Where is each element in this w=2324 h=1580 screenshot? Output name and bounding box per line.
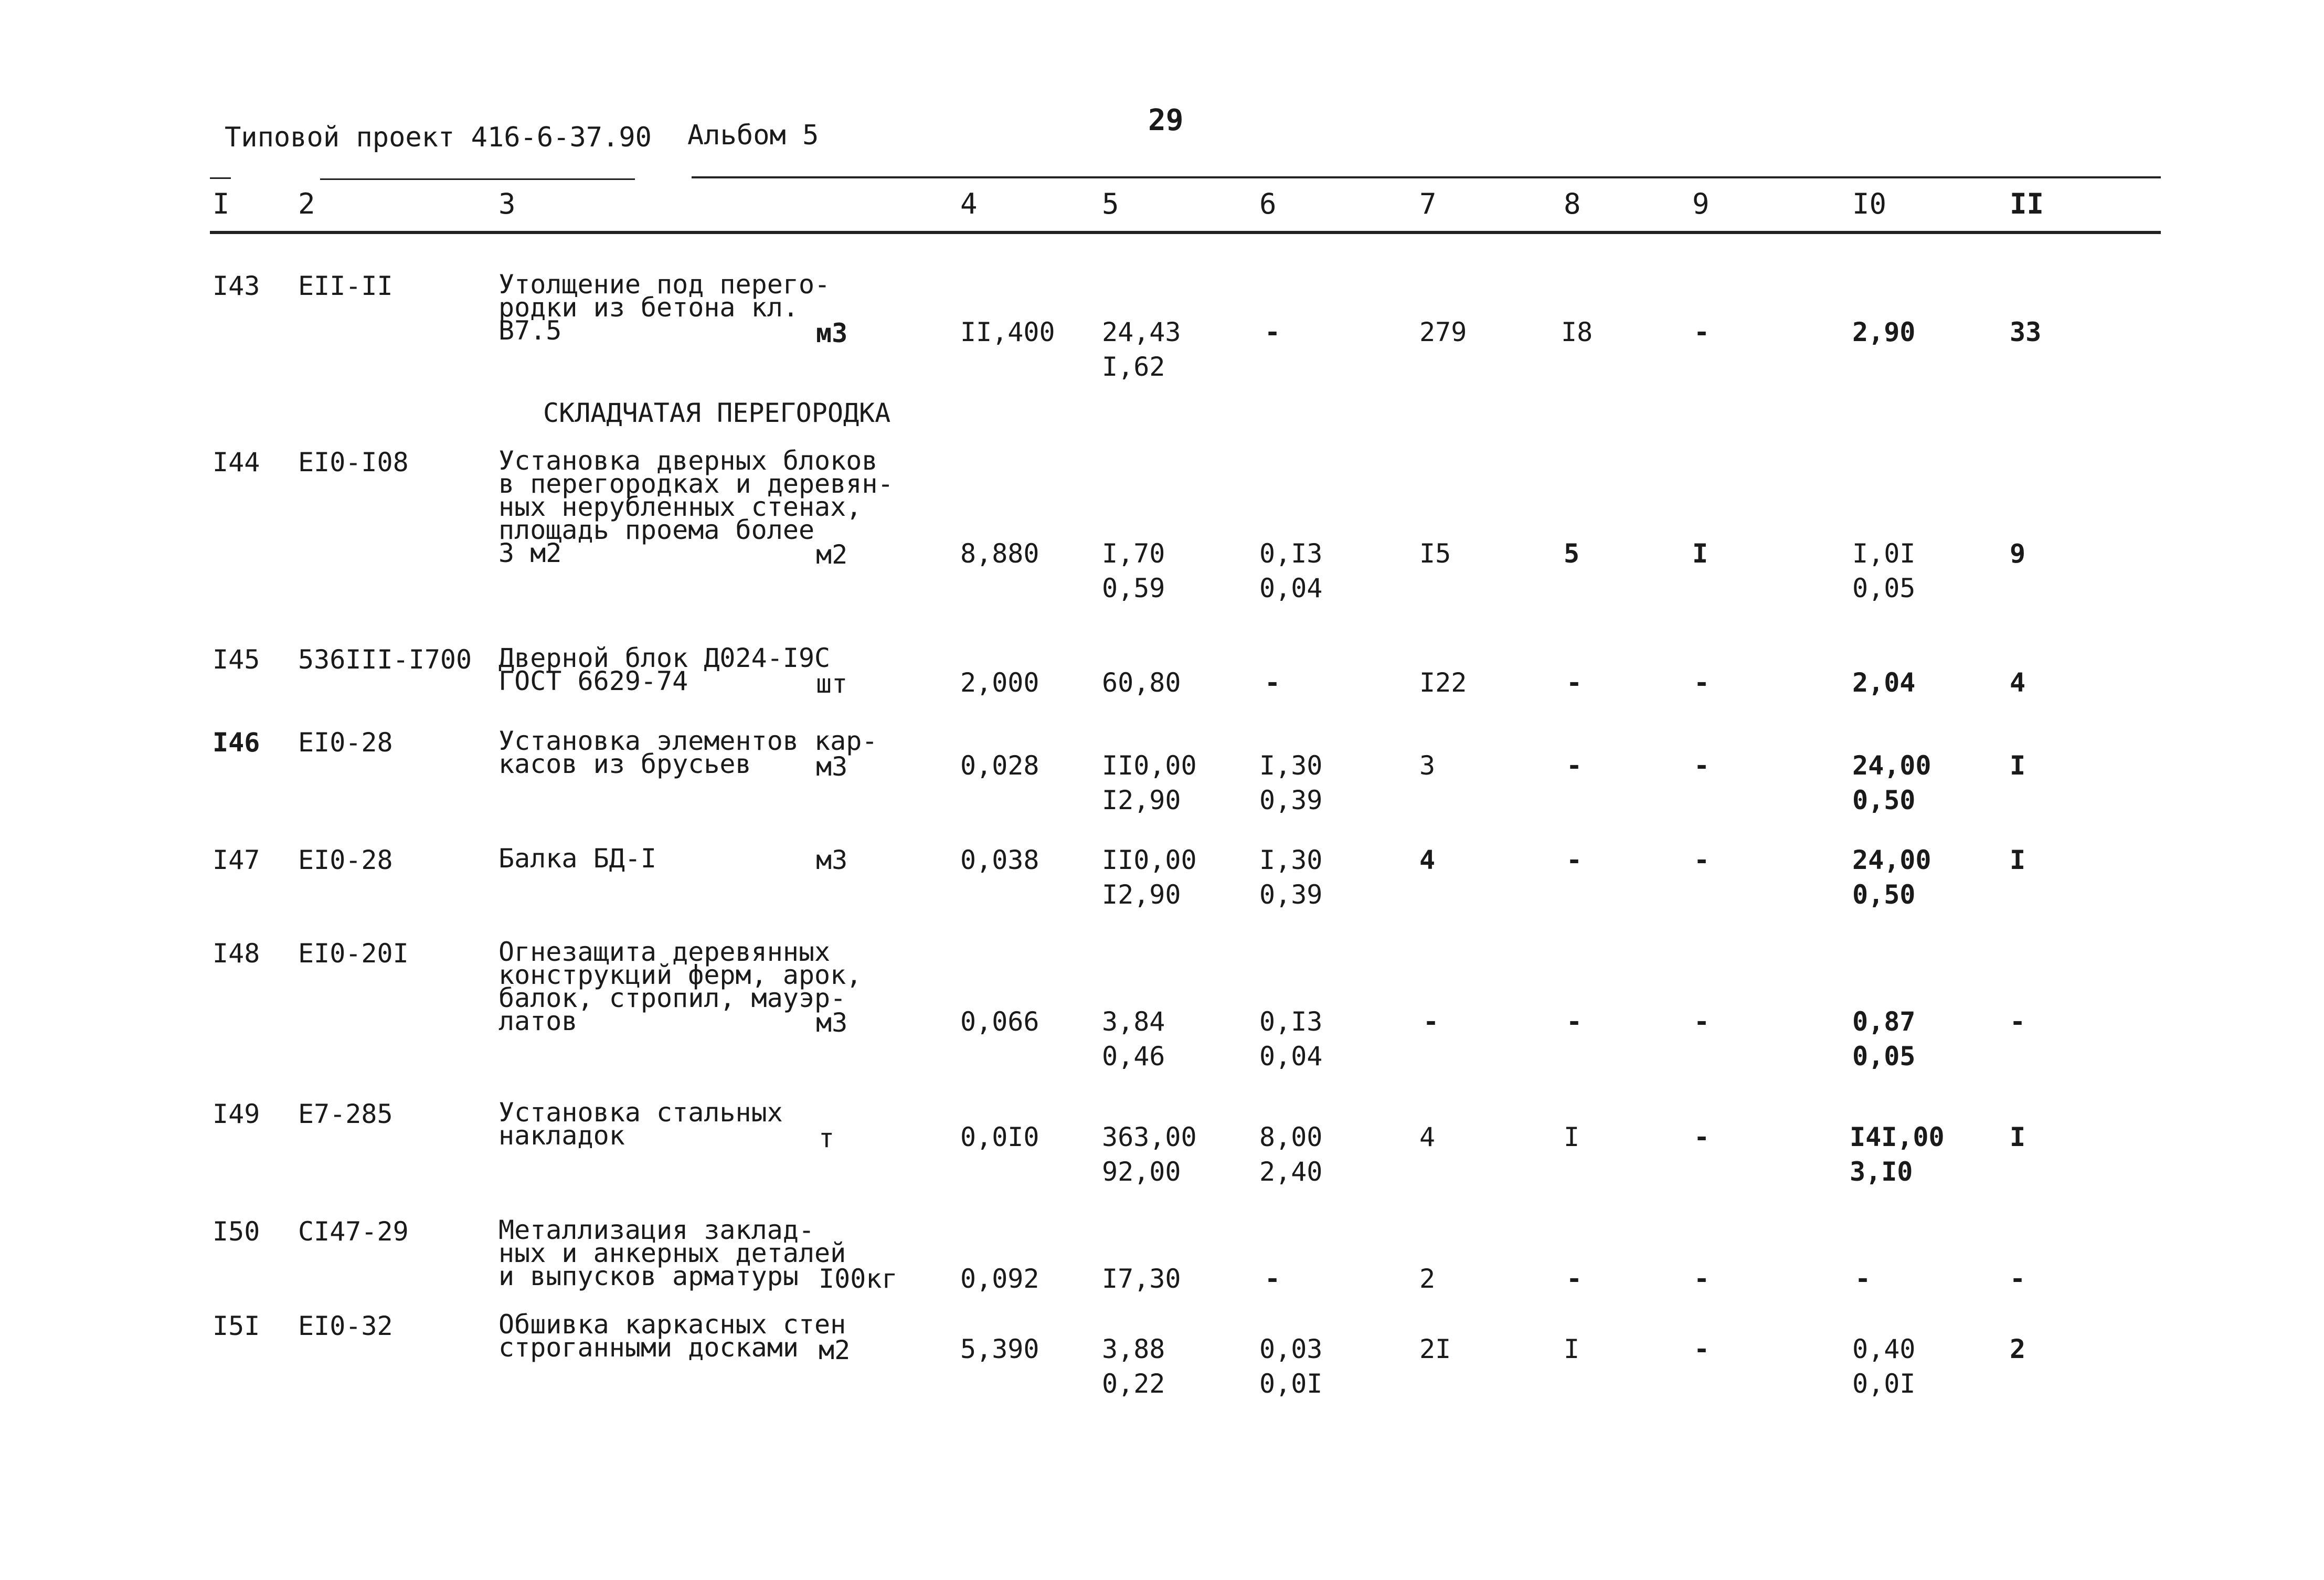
row-col9: - [1694,1334,1710,1364]
top-rule-segment-a [210,177,231,179]
row-col10-top: 2,90 [1852,317,1916,347]
row-description: Металлизация заклад- ных и анкерных деталей и выпусков арматуры [498,1215,846,1291]
row-col11: 33 [2010,317,2042,347]
row-col8: - [1566,1264,1583,1294]
row-code: EI0-32 [298,1311,393,1341]
row-code: CI47-29 [298,1216,409,1247]
row-quantity: II,400 [960,317,1055,347]
row-col10-bottom: 0,0I [1852,1369,1916,1399]
row-col9: - [1694,750,1710,781]
row-col7: I22 [1419,667,1467,698]
row-description: Установка элементов кар- касов из брусьев [498,726,878,779]
row-col6-bottom: 2,40 [1259,1157,1323,1187]
row-col6-top: 0,I3 [1259,538,1323,569]
row-col7: 279 [1419,317,1467,347]
col-header-9: 9 [1692,187,1710,220]
row-col11: - [2010,1264,2026,1294]
row-code: EI0-28 [298,727,393,758]
row-quantity: 5,390 [960,1334,1039,1364]
col-header-8: 8 [1564,187,1581,220]
page-number: 29 [1148,103,1184,137]
row-col10-bottom: 0,50 [1852,879,1916,910]
row-col6-top: - [1265,317,1281,347]
row-col10-bottom: 3,I0 [1850,1157,1913,1187]
row-col10-bottom: 0,05 [1852,1041,1916,1072]
row-col9: - [1694,317,1710,347]
section-title: СКЛАДЧАТАЯ ПЕРЕГОРОДКА [543,398,891,428]
row-quantity: 0,038 [960,845,1039,875]
row-col10-top: 24,00 [1852,845,1932,875]
row-number: I44 [213,447,260,478]
row-col6-top: I,30 [1259,845,1323,875]
row-col5-bottom: I,62 [1102,352,1165,382]
row-number: I45 [213,644,260,675]
row-col5-top: II0,00 [1102,750,1197,781]
project-title: Типовой проект 416-6-37.90 [225,122,652,153]
col-header-3: 3 [498,187,516,220]
row-col9: - [1694,845,1710,875]
row-number: I46 [213,727,260,758]
row-col11: I [2010,845,2026,875]
row-description: Огнезащита деревянных конструкций ферм, арок, балок, стропил, мауэр- латов [498,937,862,1036]
row-description: Установка дверных блоков в перегородках и деревян- ных нерубленных стенах, площадь проема более 3 м2 [498,446,894,568]
row-col8: I8 [1561,317,1593,347]
row-code: E7-285 [298,1099,393,1129]
row-unit: м2 [816,539,848,570]
row-col6-bottom: 0,04 [1259,1041,1323,1072]
row-col5-bottom: 0,59 [1102,573,1165,603]
row-quantity: 0,092 [960,1264,1039,1294]
row-col5-bottom: I2,90 [1102,785,1181,815]
row-col5-top: 363,00 [1102,1122,1197,1152]
row-col8: - [1566,1006,1583,1037]
row-col6-top: I,30 [1259,750,1323,781]
row-number: I5I [213,1311,260,1341]
row-col8: - [1566,667,1583,698]
row-col5-bottom: I2,90 [1102,879,1181,910]
row-col6-bottom: 0,39 [1259,879,1323,910]
row-col10-top: 2,04 [1852,667,1916,698]
row-col5-top: II0,00 [1102,845,1197,875]
row-col5-bottom: 92,00 [1102,1157,1181,1187]
row-col6-top: - [1265,667,1281,698]
row-col10-bottom: 0,50 [1852,785,1916,815]
row-description: Установка стальных накладок [498,1097,783,1151]
row-col11: I [2010,750,2026,781]
row-col6-top: 0,I3 [1259,1006,1323,1037]
row-col10-top: - [1855,1264,1871,1294]
row-code: EI0-I08 [298,447,409,478]
row-col8: - [1566,750,1583,781]
row-col11: 9 [2010,538,2026,569]
row-number: I49 [213,1099,260,1129]
row-col5-top: 60,80 [1102,667,1181,698]
row-code: EI0-28 [298,845,393,875]
row-col5-top: I,70 [1102,538,1165,569]
row-col7: - [1423,1006,1439,1037]
row-unit: шт [816,669,848,699]
row-quantity: 8,880 [960,538,1039,569]
col-header-6: 6 [1259,187,1277,220]
col-header-1: I [213,187,230,220]
row-unit: м3 [816,1008,848,1038]
row-col6-bottom: 0,04 [1259,573,1323,603]
row-col9: - [1694,1264,1710,1294]
row-col10-top: 0,87 [1852,1006,1916,1037]
col-header-4: 4 [960,187,978,220]
row-col8: I [1564,1122,1580,1152]
row-code: 536III-I700 [298,644,472,675]
row-number: I43 [213,271,260,301]
row-col6-top: - [1265,1264,1281,1294]
col-header-11: II [2010,187,2044,220]
row-unit: м3 [816,318,848,348]
row-unit: м3 [816,845,848,875]
row-col11: I [2010,1122,2026,1152]
row-quantity: 0,066 [960,1006,1039,1037]
row-number: I48 [213,938,260,969]
row-col6-bottom: 0,0I [1259,1369,1323,1399]
row-col6-bottom: 0,39 [1259,785,1323,815]
row-quantity: 0,028 [960,750,1039,781]
row-col9: I [1692,538,1708,569]
row-unit: м2 [819,1335,851,1365]
row-col7: 2 [1419,1264,1436,1294]
row-col6-top: 0,03 [1259,1334,1323,1364]
row-col11: - [2010,1006,2026,1037]
row-col9: - [1694,1006,1710,1037]
row-description: Дверной блок Д024-I9C ГОСТ 6629-74 [498,643,831,696]
row-unit: I00кг [819,1264,898,1294]
row-quantity: 0,0I0 [960,1122,1039,1152]
row-description: Обшивка каркасных стен строганными досками [498,1309,846,1363]
row-number: I47 [213,845,260,875]
row-col5-top: 24,43 [1102,317,1181,347]
row-col10-bottom: 0,05 [1852,573,1916,603]
row-unit: м3 [816,751,848,782]
row-col9: - [1694,667,1710,698]
row-col5-bottom: 0,22 [1102,1369,1165,1399]
row-col8: - [1566,845,1583,875]
row-col7: 4 [1419,1122,1436,1152]
row-col10-top: I4I,00 [1850,1122,1945,1152]
col-header-2: 2 [298,187,315,220]
row-quantity: 2,000 [960,667,1039,698]
row-code: EII-II [298,271,393,301]
row-description: Балка БД-I [498,843,657,874]
row-col5-top: 3,84 [1102,1006,1165,1037]
top-rule-segment-c [692,176,2161,178]
row-col11: 2 [2010,1334,2026,1364]
row-col8: I [1564,1334,1580,1364]
row-col10-top: I,0I [1852,538,1916,569]
row-unit: т [819,1123,835,1153]
row-col10-top: 0,40 [1852,1334,1916,1364]
row-col6-top: 8,00 [1259,1122,1323,1152]
row-col7: 3 [1419,750,1436,781]
col-header-7: 7 [1419,187,1437,220]
row-description: Утолщение под перего- родки из бетона кл. B7.5 [498,269,831,346]
col-header-5: 5 [1102,187,1119,220]
row-code: EI0-20I [298,938,409,969]
row-col7: 2I [1419,1334,1451,1364]
row-col5-bottom: 0,46 [1102,1041,1165,1072]
row-col11: 4 [2010,667,2026,698]
row-col9: - [1694,1122,1710,1152]
top-rule-segment-b [320,178,635,180]
row-col8: 5 [1564,538,1580,569]
row-col10-top: 24,00 [1852,750,1932,781]
row-col5-top: I7,30 [1102,1264,1181,1294]
col-header-10: I0 [1852,187,1887,220]
album-label: Альбом 5 [687,120,819,151]
row-number: I50 [213,1216,260,1247]
row-col7: 4 [1419,845,1436,875]
row-col7: I5 [1419,538,1451,569]
header-underline [210,231,2161,234]
row-col5-top: 3,88 [1102,1334,1165,1364]
